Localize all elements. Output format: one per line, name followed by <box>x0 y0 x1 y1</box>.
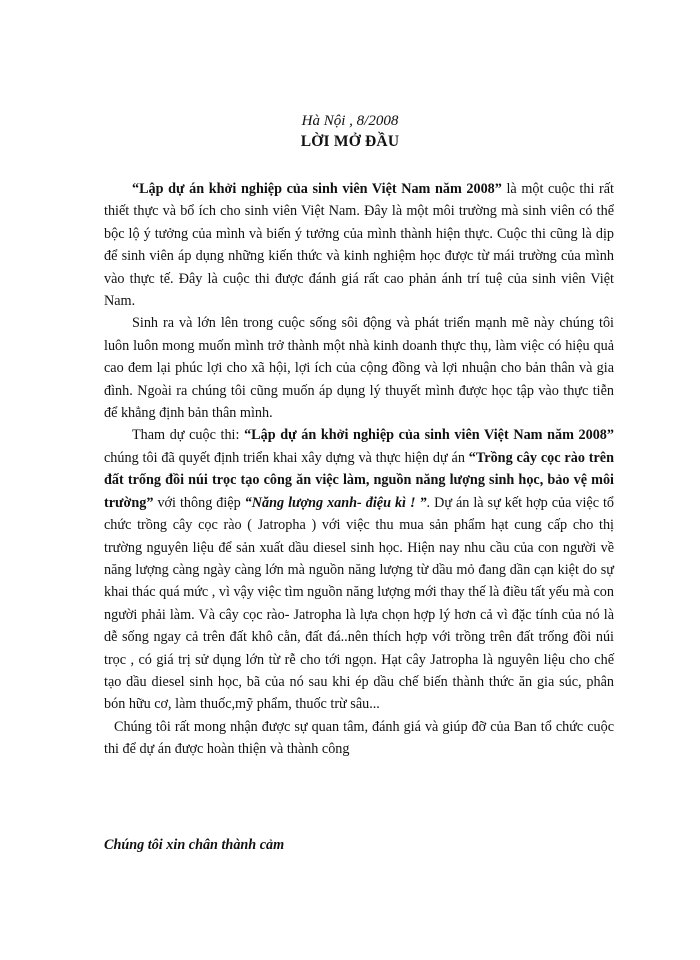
paragraph-3 <box>104 424 614 715</box>
project-name: “Trồng cây cọc rào trên đất trống đồi núi trọc tạo công ăn việc làm, nguồn năng lượng sinh học, bảo vệ môi trường” <box>104 449 614 511</box>
paragraph-3-lead: Tham dự cuộc thi: <box>132 427 245 444</box>
paragraph-3-text-3: . Dự án là sự kết hợp của việc tổ chức trồng cây cọc rào ( Jatropha ) với việc thu mua sản phẩm hạt cung cấp cho thị trường nguyên liệu để sản xuất dầu diesel sinh học. Hiện nay nhu cầu của con người về năng lượng càng ngày càng lớn mà nguồn năng lượng từ dầu mỏ đang dần cạn kiệt do sự khai thác quá mức , vì vậy việc tìm nguồn năng lượng mới thay thế là điều tất yếu mà con người phải làm. Và cây cọc rào- Jatropha là lựa chọn hợp lý hơn cả vì đặc tính của nó là dễ sống ngay cả trên đất khô cằn, đất đá..nên thích hợp với trồng trên đất trống đồi núi trọc , có giá trị sử dụng lớn từ rễ cho tới ngọn. Hạt cây Jatropha là nguyên liệu cho chế tạo dầu diesel sinh học, bã của nó sau khi ép dầu chế biến thành thức ăn gia súc, phân bón hữu cơ, làm thuốc,mỹ phẩm, thuốc trừ sâu... <box>104 494 615 713</box>
place-date: Hà Nội , 8/2008 <box>301 113 399 129</box>
page-title: LỜI MỞ ĐẦU <box>300 133 400 150</box>
paragraph-2: Sinh ra và lớn lên trong cuộc sống sôi động và phát triển mạnh mẽ này chúng tôi luôn luôn mong muốn mình trở thành một nhà kinh doanh thực thụ, làm việc có hiệu quả cao đem lại phúc lợi cho xã hội, lợi ích của cộng đồng và lợi nhuận cho bản thân và gia đình. Ngoài ra chúng tôi cũng muốn áp dụng lý thuyết mình được học tập vào thực tiễn để khẳng định bản thân mình. <box>104 315 614 422</box>
slogan: “Năng lượng xanh- điệu kì ! ” <box>244 494 427 511</box>
paragraph-1-text: là một cuộc thi rất thiết thực và bổ ích cho sinh viên Việt Nam. Đây là một môi trường mà sinh viên có thể bộc lộ ý tưởng của mình và biến ý tưởng của mình thành hiện thực. Cuộc thi cũng là dịp để sinh viên áp dụng những kiến thức và kinh nghiệm học được từ mái trường của mình vào thực tế. Đây là cuộc thi được đánh giá rất cao phản ánh trí tuệ của sinh viên Việt Nam. <box>104 181 614 310</box>
document-body <box>104 178 614 761</box>
contest-name-2: “Lập dự án khởi nghiệp của sinh viên Việt Nam năm 2008” <box>244 427 614 444</box>
paragraph-4: Chúng tôi rất mong nhận được sự quan tâm, đánh giá và giúp đỡ của Ban tổ chức cuộc thi để dự án được hoàn thiện và thành công <box>104 718 614 758</box>
contest-name: “Lập dự án khởi nghiệp của sinh viên Việt Nam năm 2008” <box>132 181 502 197</box>
paragraph-3-text-2: với thông điệp <box>153 494 245 511</box>
paragraph-1 <box>104 178 614 312</box>
paragraph-3-text-1: chúng tôi đã quyết định triển khai xây dựng và thực hiện dự án <box>104 449 469 466</box>
closing-line: Chúng tôi xin chân thành cảm <box>104 837 285 853</box>
